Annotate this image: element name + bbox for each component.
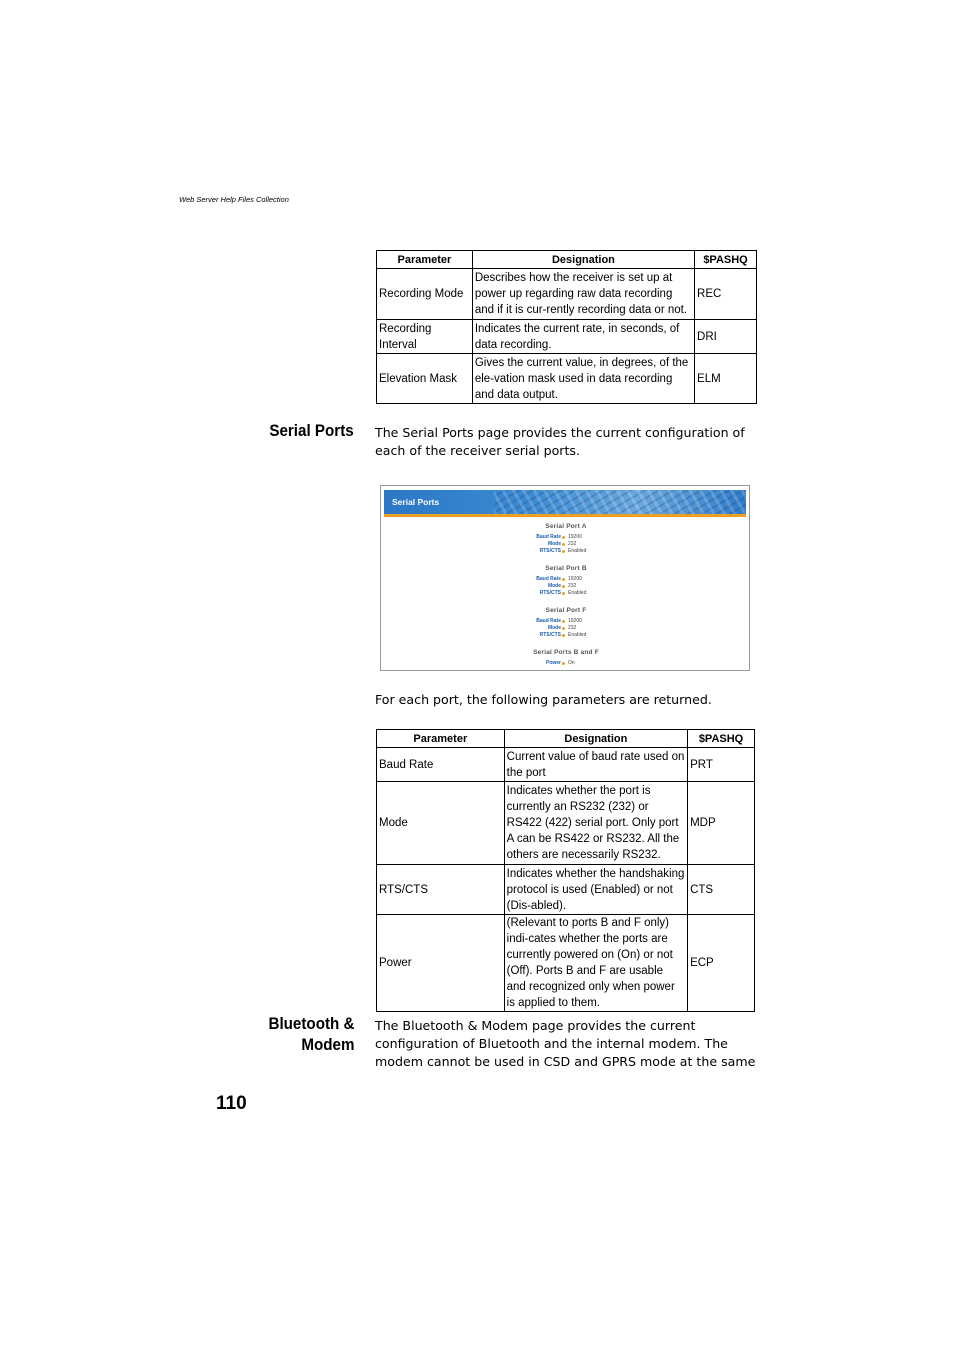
table-row [377,354,757,404]
pashq-cell: DRI [695,320,757,354]
pashq-cell: ELM [695,354,757,404]
pashq-cell: PRT [688,748,755,782]
kv-value: On [568,660,575,666]
page-number: 110 [216,1093,247,1114]
heading-line: Bluetooth & [267,1015,354,1033]
kv-row [381,541,751,548]
bullet-icon [562,585,565,588]
column-header: Parameter [377,730,505,748]
bullet-icon [562,627,565,630]
kv-value: 19200 [568,534,582,540]
bullet-icon [562,543,565,546]
bullet-icon [562,578,565,581]
parameter-cell: Mode [377,782,505,865]
bullet-icon [562,662,565,665]
kv-key: Baud Rate [536,534,561,540]
group-title: Serial Port B [545,565,587,572]
table-row [377,865,755,915]
designation-cell: Gives the current value, in degrees, of the ele-vation mask used in data recording and data output. [472,354,694,404]
kv-row [381,625,751,632]
kv-row [381,583,751,590]
parameter-cell: Recording Interval [377,320,473,354]
column-header: $PASHQ [688,730,755,748]
kv-row [381,618,751,625]
pashq-cell: MDP [688,782,755,865]
kv-key: Mode [547,583,561,589]
kv-row [381,660,751,667]
kv-key: Mode [547,541,561,547]
kv-row [381,632,751,639]
table-row [377,320,757,354]
bullet-icon [562,634,565,637]
kv-value: 232 [568,583,577,589]
running-header: Web Server Help Files Collection [179,195,289,204]
bullet-icon [562,620,565,623]
designation-cell: Current value of baud rate used on the port [504,748,687,782]
table-row [377,782,755,865]
section-heading-bluetooth-modem [268,1014,354,1056]
group-title: Serial Port A [545,523,587,530]
kv-value: 19200 [568,576,582,582]
designation-cell: Describes how the receiver is set up at power up regarding raw data recording and if it is cur-rently recording data or not. [472,269,694,320]
column-header: Designation [504,730,687,748]
kv-key: RTS/CTS [539,632,561,638]
bullet-icon [562,592,565,595]
heading-line: Modem [300,1036,354,1054]
table-row [377,915,755,1012]
kv-key: RTS/CTS [539,548,561,554]
parameter-cell: Baud Rate [377,748,505,782]
parameter-cell: RTS/CTS [377,865,505,915]
recording-parameters-table [376,250,757,404]
kv-value: Enabled [568,548,587,554]
screenshot-title: Serial Ports [392,497,440,507]
bullet-icon [562,536,565,539]
designation-cell: (Relevant to ports B and F only) indi-cates whether the ports are currently powered on (On) or not (Off). Ports B and F are usable and recognized only when power is applied to them. [504,915,687,1012]
kv-value: 232 [568,541,577,547]
designation-cell: Indicates the current rate, in seconds, of data recording. [472,320,694,354]
kv-value: 19200 [568,618,582,624]
kv-key: Baud Rate [536,618,561,624]
banner-pattern [494,490,746,514]
kv-key: Mode [547,625,561,631]
kv-key: Power [545,660,561,666]
group-title: Serial Ports B and F [533,649,599,656]
bullet-icon [562,550,565,553]
serial-ports-screenshot [380,485,750,671]
table-header-row [377,730,755,748]
bluetooth-modem-intro: The Bluetooth & Modem page provides the current configuration of Bluetooth and the internal modem. The modem cannot be used in CSD and GPRS mode at the same [375,1018,756,1069]
column-header: Designation [472,251,694,269]
kv-row [381,548,751,555]
designation-cell: Indicates whether the handshaking protocol is used (Enabled) or not (Dis-abled). [504,865,687,915]
kv-key: Baud Rate [536,576,561,582]
designation-cell: Indicates whether the port is currently an RS232 (232) or RS422 (422) serial port. Only port A can be RS422 or RS232. All the others are necessarily RS232. [504,782,687,865]
table-row [377,269,757,320]
kv-row [381,590,751,597]
group-title: Serial Port F [545,607,587,614]
pashq-cell: REC [695,269,757,320]
serial-ports-intro: The Serial Ports page provides the current configuration of each of the receiver serial ports. [375,425,745,458]
table-row [377,748,755,782]
banner-rule [384,514,746,517]
column-header: Parameter [377,251,473,269]
kv-value: 232 [568,625,577,631]
screenshot-banner [384,490,746,514]
kv-value: Enabled [568,590,587,596]
kv-value: Enabled [568,632,587,638]
table-header-row [377,251,757,269]
section-heading-serial-ports: Serial Ports [269,422,354,440]
pashq-cell: ECP [688,915,755,1012]
kv-row [381,576,751,583]
column-header: $PASHQ [695,251,757,269]
kv-row [381,534,751,541]
parameter-cell: Power [377,915,505,1012]
pashq-cell: CTS [688,865,755,915]
parameter-cell: Recording Mode [377,269,473,320]
serial-port-parameters-table [376,729,755,1012]
parameter-cell: Elevation Mask [377,354,473,404]
kv-key: RTS/CTS [539,590,561,596]
each-port-text: For each port, the following parameters are returned. [375,692,712,707]
